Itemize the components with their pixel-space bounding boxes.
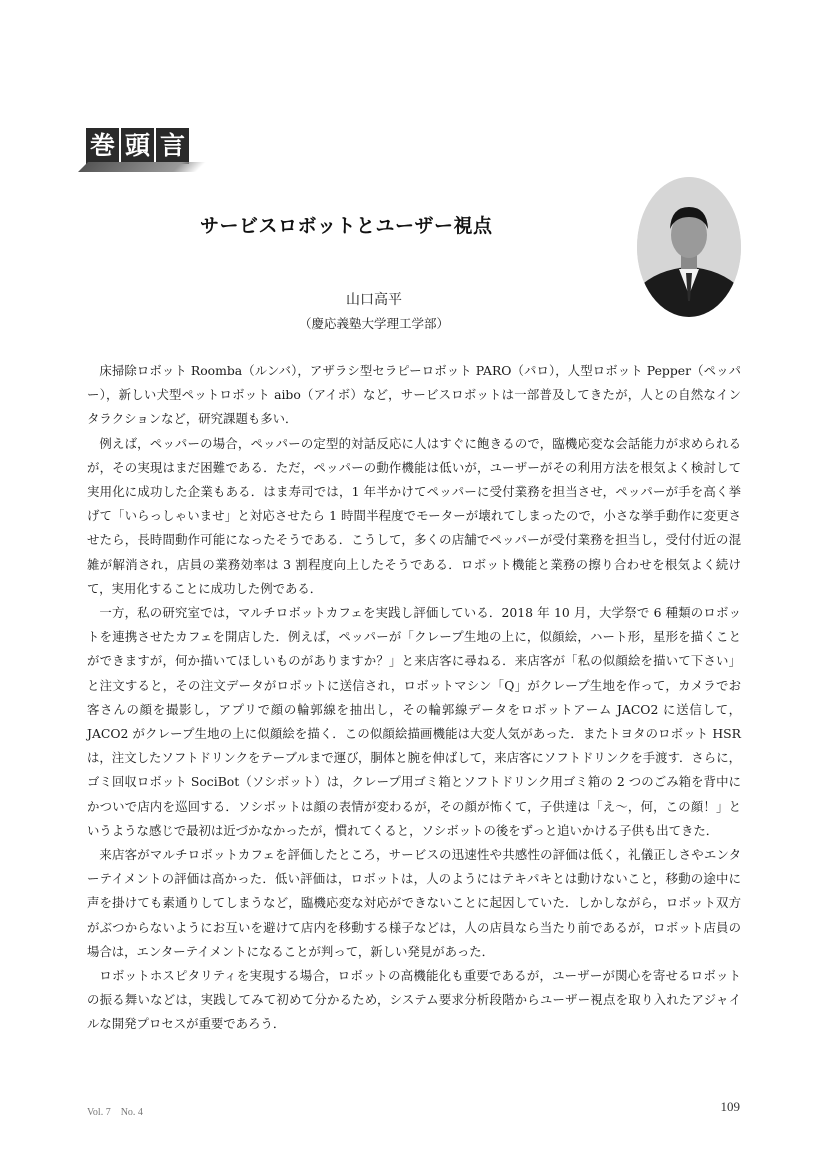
- paragraph: 床掃除ロボット Roomba（ルンバ），アザラシ型セラピーロボット PARO（パロ），人型ロボット Pepper（ペッパー），新しい犬型ペットロボット aibo（アイボ）など，サービスロボットは一部普及してきたが，人との自然なインタラクションなど，研究課題も多い．: [87, 363, 741, 427]
- paragraph: ロボットホスピタリティを実現する場合，ロボットの高機能化も重要であるが，ユーザーが関心を寄せるロボットの振る舞いなどは，実践してみて初めて分かるため，システム要求分析段階からユーザー視点を取り入れたアジャイルな開発プロセスが重要であろう．: [87, 968, 741, 1032]
- badge-char-3: 言: [156, 128, 189, 164]
- paragraph: 一方，私の研究室では，マルチロボットカフェを実践し評価している．2018 年 10 月，大学祭で 6 種類のロボットを連携させたカフェを開店した．例えば，ペッパーが「クレープ生地の上に，似顔絵，ハート形，星形を描くことができますが，何か描いてほしいものがありますか？」と来店客に尋ねる．来店客が「私の似顔絵を描いて下さい」と注文すると，その注文データがロボットに送信され，ロボットマシン「Q」がクレープ生地を作って，カメラでお客さんの顔を撮影し，アプリで顔の輪郭線を抽出し，その輪郭線データをロボットアーム JACO2 に送信して，JACO2 がクレープ生地の上に似顔絵を描く．この似顔絵描画機能は大変人気があった．またトヨタのロボット HSR は，注文したソフトドリンクをテーブルまで運び，胴体と腕を伸ばして，来店客にソフトドリンクを手渡す．さらに，ゴミ回収ロボット SociBot（ソシボット）は，クレープ用ゴミ箱とソフトドリンク用ゴミ箱の 2 つのごみ箱を背中にかついで店内を巡回する．ソシボットは顔の表情が変わるが，その顔が怖くて，子供達は「え〜，何，この顔！」というような感じで最初は近づかなかったが，慣れてくると，ソシボットの後をずっと追いかける子供も出てきた．: [87, 605, 741, 838]
- author-name: 山口高平: [346, 292, 402, 308]
- badge-char-2: 頭: [121, 128, 154, 164]
- section-header-badge: [86, 128, 191, 164]
- article-body: [87, 359, 741, 1037]
- paragraph: 来店客がマルチロボットカフェを評価したところ，サービスの迅速性や共感性の評価は低く，礼儀正しさやエンターテイメントの評価は高かった．低い評価は，ロボットは，人のようにはテキパキとは動けないこと，移動の途中に声を掛けても素通りしてしまうなど，臨機応変な対応ができないことに起因していた．しかしながら，ロボット双方がぶつからないようにお互いを避けて店内を移動する様子などは，人の店員なら当たり前であるが，ロボット店員の場合は，エンターテイメントになることが判って，新しい発見があった．: [87, 847, 741, 959]
- article-title: サービスロボットとユーザー視点: [200, 215, 493, 237]
- paragraph: 例えば，ペッパーの場合，ペッパーの定型的対話反応に人はすぐに飽きるので，臨機応変な会話能力が求められるが，その実現はまだ困難である．ただ，ペッパーの動作機能は低いが，ユーザーがその利用方法を根気よく検討して実用化に成功した企業もある．はま寿司では，1 年半かけてペッパーに受付業務を担当させ，ペッパーが手を高く挙げて「いらっしゃいませ」と対応させたら 1 時間半程度でモーターが壊れてしまったので，小さな挙手動作に変更させたら，長時間動作可能になったそうである．こうして，多くの店舗でペッパーが受付業務を担当し，受付付近の混雑が解消され，店員の業務効率は 3 割程度向上したそうである．ロボット機能と業務の擦り合わせを根気よく続けて，実用化することに成功した例である．: [87, 435, 741, 596]
- badge-char-1: 巻: [86, 128, 119, 164]
- page-number: 109: [720, 1099, 740, 1114]
- badge-shadow: [78, 162, 206, 172]
- volume-info: Vol. 7 No. 4: [87, 1107, 143, 1118]
- author-affiliation: （慶応義塾大学理工学部）: [298, 316, 449, 331]
